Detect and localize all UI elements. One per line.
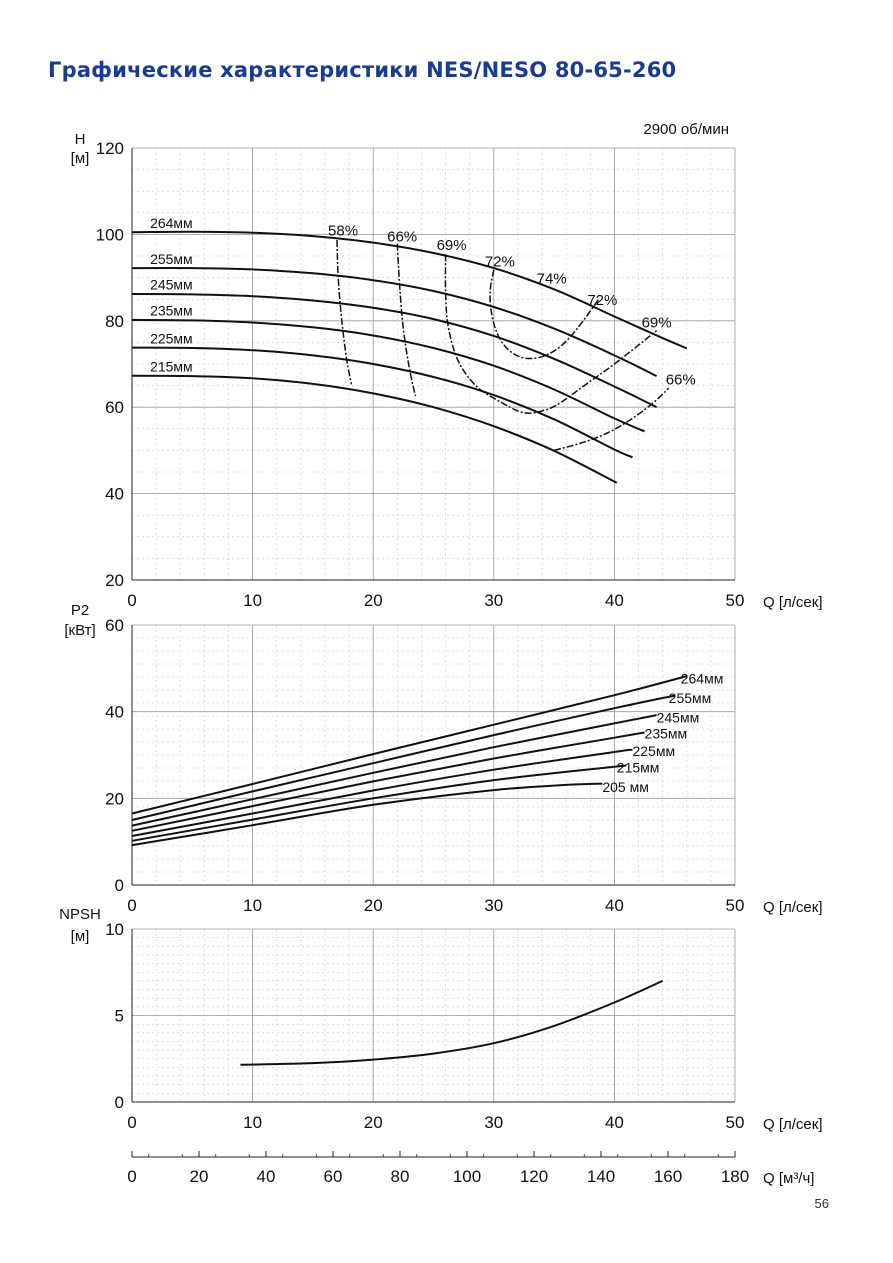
x-tick-label: 40 (604, 591, 624, 610)
chart-head (71, 121, 823, 611)
y-tick-label: 10 (105, 920, 124, 939)
efficiency-label: 58% (328, 222, 359, 240)
x-tick-label: 30 (484, 591, 504, 610)
y-tick-label: 60 (105, 398, 124, 418)
flow-axis-tick-label: 20 (189, 1167, 209, 1186)
y-tick-label: 60 (105, 616, 124, 635)
y-tick-label: 120 (95, 139, 124, 158)
efficiency-label: 69% (436, 236, 467, 254)
impeller-diameter-label: 205 мм (602, 778, 649, 795)
series-line-215мм (132, 376, 617, 483)
y-tick-label: 20 (105, 789, 124, 809)
impeller-diameter-label: 235мм (644, 725, 688, 742)
x-tick-label: 30 (484, 1113, 504, 1132)
y-axis-label-unit: [м] (70, 928, 90, 945)
flow-axis-label: Q [м³/ч] (763, 1170, 815, 1187)
series-line-NPSH (241, 981, 663, 1065)
y-tick-label: 100 (95, 225, 124, 245)
x-tick-label: 20 (363, 896, 383, 915)
impeller-diameter-label: 235мм (150, 302, 193, 319)
efficiency-label: 66% (665, 371, 696, 389)
chart-npsh (59, 906, 822, 1133)
efficiency-label: 69% (641, 314, 672, 332)
x-tick-label: 40 (604, 1113, 624, 1132)
impeller-diameter-label: 245мм (150, 276, 193, 293)
flow-axis-tick-label: 180 (720, 1167, 750, 1186)
x-tick-label: 10 (243, 591, 263, 610)
efficiency-label: 74% (536, 270, 567, 288)
x-axis-label: Q [л/сек] (763, 1116, 823, 1133)
impeller-diameter-label: 215мм (150, 358, 193, 375)
impeller-diameter-label: 215мм (616, 759, 660, 776)
x-tick-label: 10 (243, 1113, 263, 1132)
x-tick-label: 40 (604, 896, 624, 915)
page-title: Графические характеристики NES/NESO 80-65-260 (48, 58, 677, 82)
y-axis-label: P2 (70, 602, 90, 619)
x-tick-label: 50 (725, 1113, 745, 1132)
y-axis-label: H (74, 131, 86, 148)
x-tick-label: 50 (725, 591, 745, 610)
flow-axis-tick-label: 40 (256, 1167, 276, 1186)
y-axis-label: NPSH (59, 906, 101, 923)
chart-power (64, 602, 822, 916)
impeller-diameter-label: 245мм (656, 709, 700, 726)
y-tick-label: 40 (105, 702, 124, 722)
impeller-diameter-label: 225мм (632, 742, 676, 759)
flow-axis-tick-label: 60 (323, 1167, 343, 1186)
y-axis-label-unit: [м] (70, 150, 90, 167)
series-line-255мм (132, 268, 657, 376)
impeller-diameter-label: 264мм (680, 670, 724, 687)
flow-axis-tick-label: 100 (452, 1167, 482, 1186)
flow-axis-tick-label: 140 (586, 1167, 616, 1186)
series-line-264мм (132, 232, 687, 349)
x-tick-label: 50 (725, 896, 745, 915)
x-tick-label: 0 (127, 896, 137, 915)
y-tick-label: 5 (114, 1006, 124, 1026)
y-axis-label-unit: [кВт] (64, 622, 96, 639)
chart-flow-m3h (127, 1151, 814, 1187)
y-tick-label: 0 (114, 1093, 124, 1112)
efficiency-curve-58 (337, 240, 352, 384)
efficiency-label: 72% (484, 253, 515, 271)
x-tick-label: 10 (243, 896, 263, 915)
x-tick-label: 0 (127, 1113, 137, 1132)
impeller-diameter-label: 264мм (150, 214, 193, 231)
x-tick-label: 20 (363, 591, 383, 610)
y-tick-label: 40 (105, 484, 124, 504)
impeller-diameter-label: 225мм (150, 330, 193, 347)
flow-axis-tick-label: 120 (519, 1167, 549, 1186)
efficiency-curve-66 (397, 244, 415, 396)
series-line-205мм (132, 784, 602, 846)
x-tick-label: 0 (127, 591, 137, 610)
impeller-diameter-label: 255мм (150, 250, 193, 267)
x-tick-label: 20 (363, 1113, 383, 1132)
flow-axis-tick-label: 0 (127, 1167, 137, 1186)
x-tick-label: 30 (484, 896, 504, 915)
series-line-225мм (132, 750, 633, 836)
series-line-235мм (132, 733, 645, 831)
impeller-diameter-label: 255мм (668, 690, 712, 706)
flow-axis-tick-label: 80 (390, 1167, 410, 1186)
rpm-annotation: 2900 об/мин (643, 121, 729, 138)
x-axis-label: Q [л/сек] (763, 594, 823, 611)
y-tick-label: 20 (105, 571, 124, 590)
x-axis-label: Q [л/сек] (763, 899, 823, 916)
y-tick-label: 0 (114, 876, 124, 895)
efficiency-label: 72% (587, 292, 618, 310)
page-number: 56 (814, 1196, 829, 1211)
series-line-245мм (132, 294, 657, 407)
efficiency-label: 66% (387, 228, 418, 246)
flow-axis-tick-label: 160 (653, 1167, 683, 1186)
y-tick-label: 80 (105, 311, 124, 331)
